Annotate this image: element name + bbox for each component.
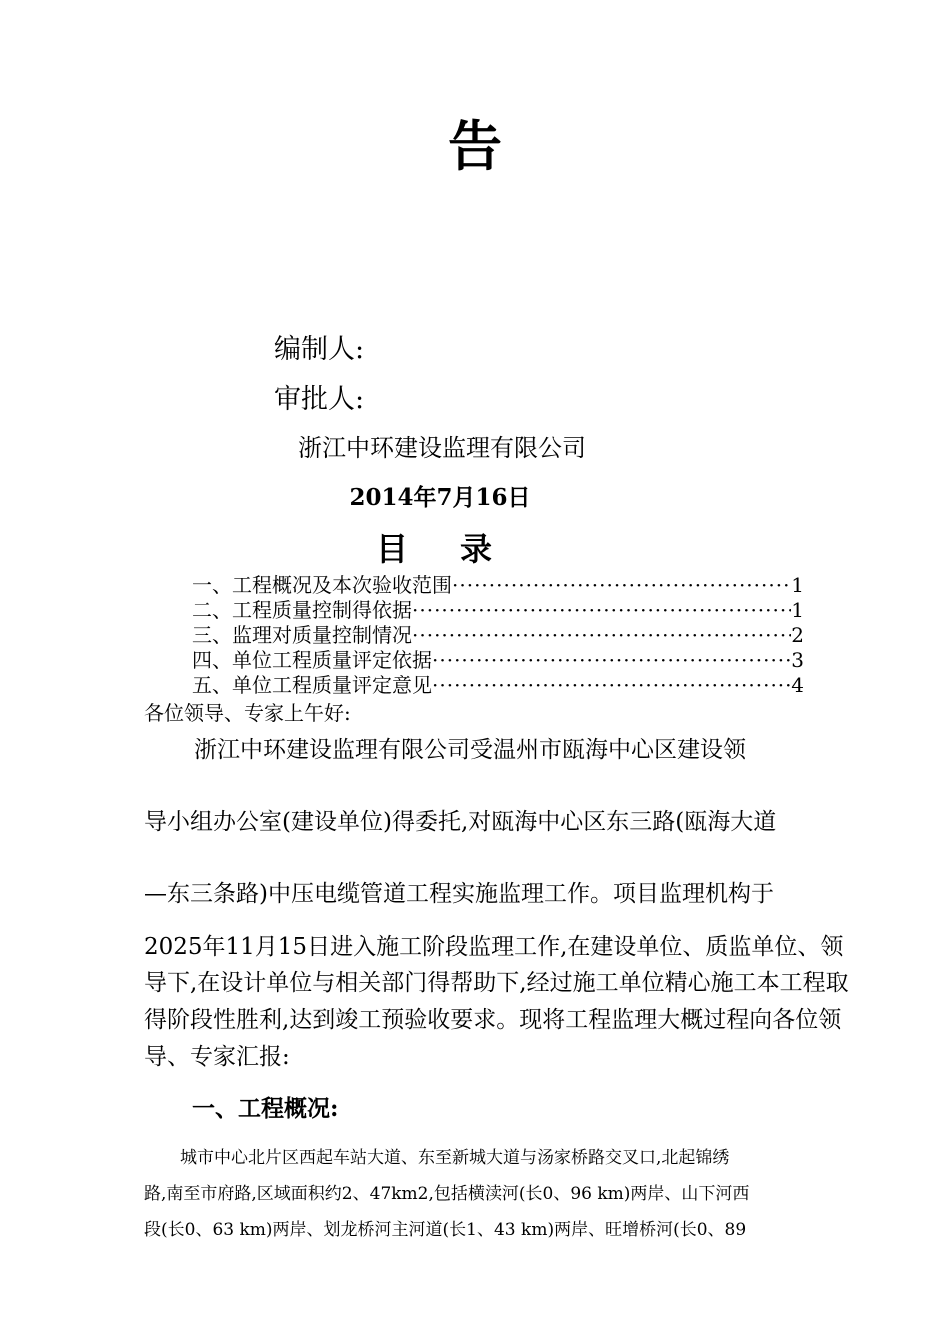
toc-item[interactable] [192,623,804,648]
body-line: 导下,在设计单位与相关部门得帮助下,经过施工单位精心施工本工程取 [144,970,849,996]
report-date: 2014年7月16日 [349,484,531,511]
toc-item-label: 五、单位工程质量评定意见 [192,673,432,697]
toc-item-page: 1 [791,598,804,622]
toc-item-label: 二、工程质量控制得依据 [192,598,412,622]
toc-item-page: 3 [791,648,804,672]
toc-leader [412,598,791,623]
toc-item-label: 四、单位工程质量评定依据 [192,648,432,672]
toc-item[interactable] [192,598,804,623]
toc-item-page: 4 [791,673,804,697]
document-title: 告 [448,114,502,178]
toc-leader [452,573,791,598]
toc-item-page: 1 [791,573,804,597]
toc-leader [432,648,791,673]
toc-item-page: 2 [791,623,804,647]
body-line: 导小组办公室(建设单位)得委托,对瓯海中心区东三路(瓯海大道 [144,809,777,835]
section-line: 城市中心北片区西起车站大道、东至新城大道与汤家桥路交叉口,北起锦绣 [180,1148,730,1168]
toc-title [376,528,492,570]
toc-item[interactable] [192,648,804,673]
toc-title-right: 录 [460,530,493,568]
greeting: 各位领导、专家上午好: [144,701,351,725]
toc-item-label: 三、监理对质量控制情况 [192,623,412,647]
section-line: 路,南至市府路,区域面积约2、47km2,包括横渎河(长0、96 km)两岸、山下河西 [144,1184,750,1204]
toc-leader [412,623,791,648]
toc-item[interactable] [192,573,804,598]
body-line: 得阶段性胜利,达到竣工预验收要求。现将工程监理大概过程向各位领 [144,1007,842,1033]
body-line: 浙江中环建设监理有限公司受温州市瓯海中心区建设领 [194,737,746,763]
toc-item-label: 一、工程概况及本次验收范围 [192,573,452,597]
toc-item[interactable] [192,673,804,698]
section-heading: 一、工程概况: [192,1095,339,1122]
toc-title-left: 目 [376,530,409,568]
toc-leader [432,673,791,698]
section-line: 段(长0、63 km)两岸、划龙桥河主河道(长1、43 km)两岸、旺增桥河(长0、89 [144,1220,747,1240]
body-line: —东三条路)中压电缆管道工程实施监理工作。项目监理机构于 [144,881,774,907]
company-name: 浙江中环建设监理有限公司 [298,434,586,462]
compiler-label: 编制人: [274,334,365,365]
body-line: 2025年11月15日进入施工阶段监理工作,在建设单位、质监单位、领 [144,934,844,960]
body-line: 导、专家汇报: [144,1044,290,1070]
approver-label: 审批人: [274,384,365,415]
